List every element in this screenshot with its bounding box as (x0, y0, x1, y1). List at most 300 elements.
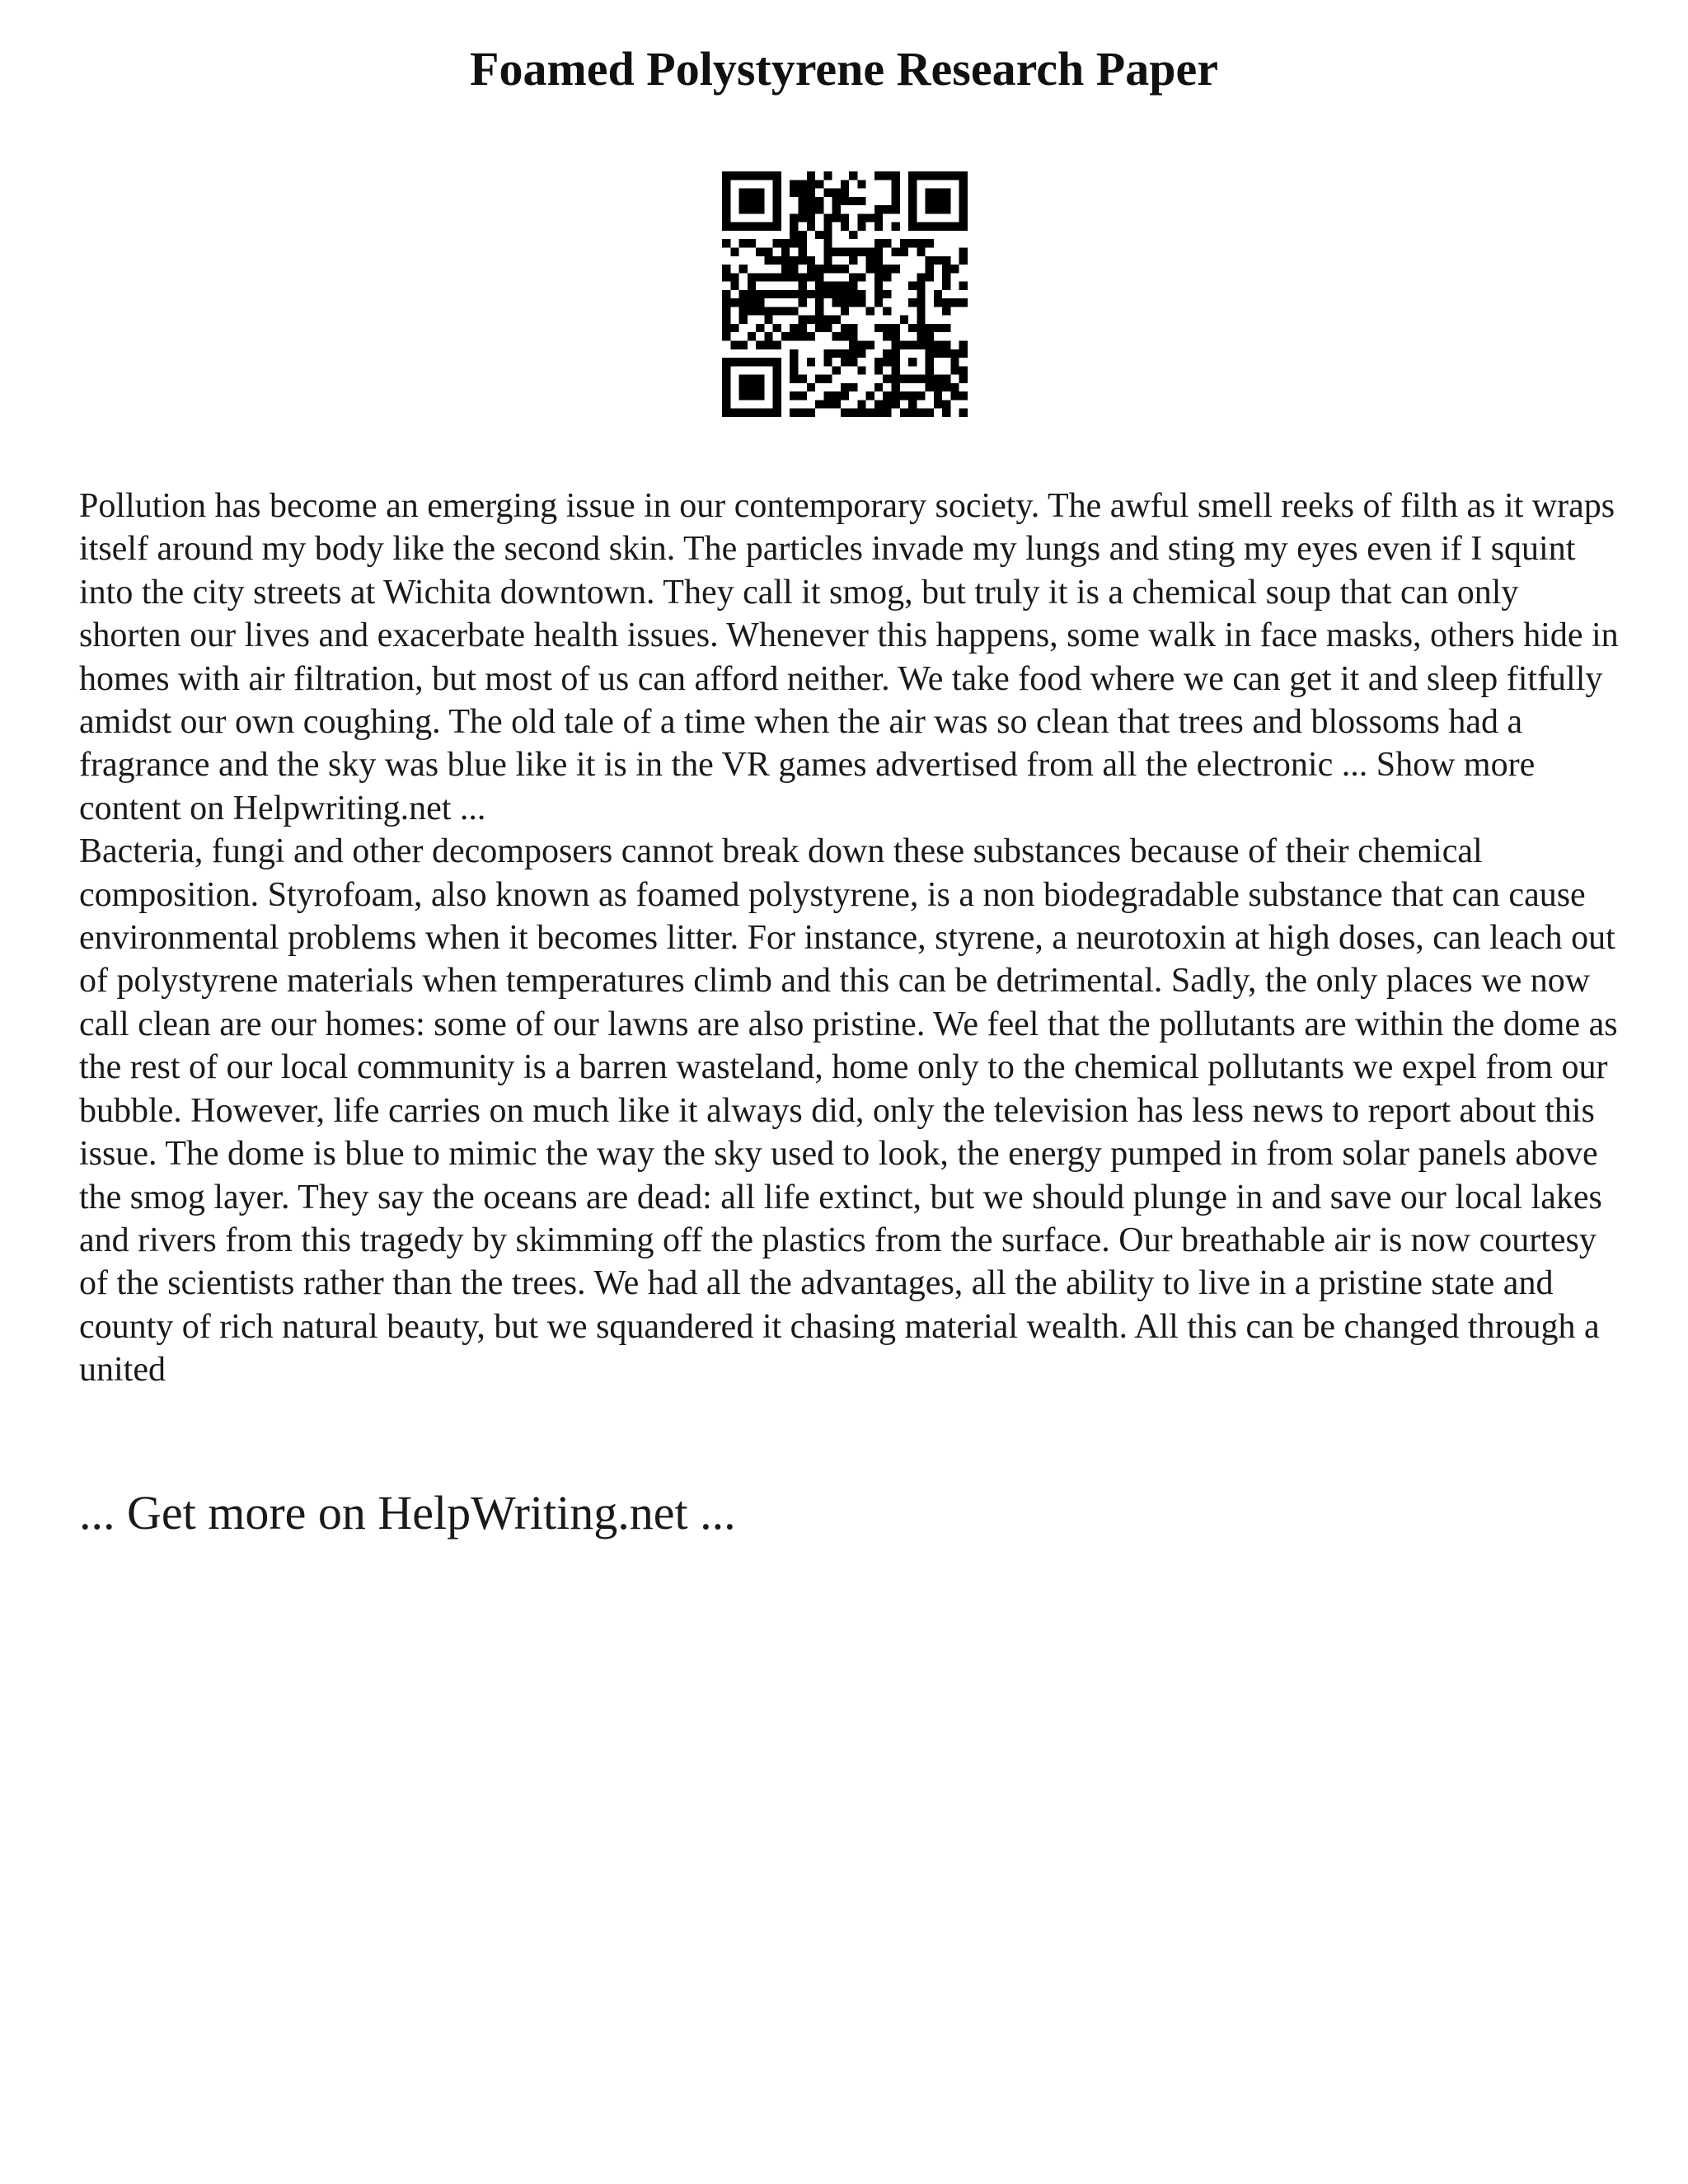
qr-module (823, 256, 832, 265)
qr-module (926, 171, 934, 180)
qr-module (942, 171, 950, 180)
qr-module (926, 341, 934, 349)
qr-module (748, 239, 756, 247)
qr-module (926, 256, 934, 265)
qr-module (908, 298, 917, 307)
qr-module (722, 324, 730, 332)
qr-module (841, 349, 849, 358)
qr-module (883, 324, 891, 332)
qr-module (773, 189, 781, 197)
qr-module (807, 197, 815, 205)
qr-module (790, 358, 798, 366)
qr-module (739, 358, 748, 366)
qr-module (849, 231, 857, 239)
qr-module (900, 409, 908, 417)
qr-module (866, 247, 874, 255)
qr-module (841, 298, 849, 307)
qr-module (790, 349, 798, 358)
qr-module (934, 290, 942, 298)
qr-module (798, 290, 806, 298)
qr-module (798, 316, 806, 324)
qr-module (934, 197, 942, 205)
qr-module (942, 265, 950, 273)
qr-module (773, 256, 781, 265)
qr-module (722, 223, 730, 231)
qr-module (934, 324, 942, 332)
qr-module (866, 265, 874, 273)
qr-module (773, 171, 781, 180)
qr-module (917, 324, 925, 332)
qr-module (942, 205, 950, 213)
qr-module (823, 247, 832, 255)
qr-module (773, 180, 781, 188)
qr-module (798, 375, 806, 383)
qr-module (934, 391, 942, 400)
qr-module (874, 223, 883, 231)
qr-module (942, 383, 950, 391)
qr-module (874, 366, 883, 374)
qr-module (739, 409, 748, 417)
qr-module (900, 341, 908, 349)
qr-module (739, 171, 748, 180)
qr-module (908, 171, 917, 180)
qr-module (722, 400, 730, 408)
qr-module (841, 383, 849, 391)
qr-module (756, 409, 764, 417)
qr-module (807, 213, 815, 222)
qr-module (926, 189, 934, 197)
qr-module (798, 197, 806, 205)
qr-module (883, 205, 891, 213)
qr-module (857, 341, 865, 349)
qr-module (748, 273, 756, 281)
qr-module (942, 273, 950, 281)
qr-module (748, 332, 756, 340)
qr-module (832, 205, 841, 213)
qr-module (926, 239, 934, 247)
qr-module (756, 298, 764, 307)
qr-module (798, 273, 806, 281)
qr-module (739, 205, 748, 213)
qr-module (849, 324, 857, 332)
qr-module (874, 205, 883, 213)
qr-module (773, 341, 781, 349)
qr-module (917, 341, 925, 349)
qr-module (823, 239, 832, 247)
qr-module (950, 366, 959, 374)
qr-module (823, 400, 832, 408)
qr-module (773, 358, 781, 366)
qr-module (798, 391, 806, 400)
qr-module (857, 197, 865, 205)
qr-module (823, 171, 832, 180)
qr-module (756, 197, 764, 205)
qr-module (722, 383, 730, 391)
qr-module (934, 383, 942, 391)
qr-module (790, 213, 798, 222)
qr-module (900, 316, 908, 324)
qr-module (942, 282, 950, 290)
qr-module (892, 400, 900, 408)
qr-module (832, 332, 841, 340)
qr-module (959, 366, 968, 374)
qr-module (908, 189, 917, 197)
qr-module (815, 180, 823, 188)
qr-module (722, 197, 730, 205)
qr-module (917, 375, 925, 383)
qr-module (926, 358, 934, 366)
qr-module (942, 349, 950, 358)
qr-module (900, 391, 908, 400)
qr-module (908, 358, 917, 366)
qr-module (959, 349, 968, 358)
qr-module (950, 391, 959, 400)
qr-module (756, 358, 764, 366)
qr-module (917, 307, 925, 315)
qr-module (798, 332, 806, 340)
qr-module (807, 316, 815, 324)
qr-module (841, 391, 849, 400)
qr-module (722, 358, 730, 366)
qr-module (926, 197, 934, 205)
qr-module (934, 341, 942, 349)
qr-module (739, 375, 748, 383)
qr-module (823, 265, 832, 273)
qr-module (764, 273, 772, 281)
qr-module (790, 366, 798, 374)
qr-module (748, 189, 756, 197)
qr-module (756, 391, 764, 400)
qr-module (959, 197, 968, 205)
qr-module (883, 375, 891, 383)
qr-module (892, 324, 900, 332)
qr-module (874, 298, 883, 307)
qr-module (874, 213, 883, 222)
qr-module (866, 341, 874, 349)
qr-module (857, 366, 865, 374)
qr-module (908, 223, 917, 231)
qr-module (815, 231, 823, 239)
qr-module (892, 247, 900, 255)
qr-module (959, 391, 968, 400)
qr-module (807, 205, 815, 213)
qr-module (807, 180, 815, 188)
qr-module (874, 409, 883, 417)
qr-module (790, 391, 798, 400)
qr-module (934, 223, 942, 231)
qr-module (823, 391, 832, 400)
qr-module (739, 189, 748, 197)
qr-module (926, 383, 934, 391)
qr-module (874, 256, 883, 265)
qr-module (883, 400, 891, 408)
qr-module (722, 316, 730, 324)
qr-module (781, 256, 790, 265)
qr-module (849, 298, 857, 307)
qr-module (748, 307, 756, 315)
qr-module (900, 247, 908, 255)
qr-module (748, 391, 756, 400)
qr-module (773, 239, 781, 247)
qr-module (874, 324, 883, 332)
qr-module (823, 324, 832, 332)
qr-code[interactable] (722, 171, 968, 417)
qr-module (722, 273, 730, 281)
qr-module (959, 341, 968, 349)
qr-module (798, 324, 806, 332)
get-more-link[interactable]: ... Get more on HelpWriting.net ... (79, 1486, 736, 1540)
qr-module (790, 324, 798, 332)
qr-module (722, 189, 730, 197)
qr-module (748, 409, 756, 417)
qr-module (883, 332, 891, 340)
qr-module (942, 298, 950, 307)
qr-module (823, 358, 832, 366)
qr-module (739, 223, 748, 231)
qr-module (959, 247, 968, 255)
qr-module (892, 349, 900, 358)
qr-module (739, 383, 748, 391)
qr-module (798, 205, 806, 213)
qr-module (722, 171, 730, 180)
qr-module (892, 332, 900, 340)
qr-module (756, 223, 764, 231)
qr-module (773, 324, 781, 332)
qr-module (739, 239, 748, 247)
qr-module (832, 189, 841, 197)
qr-module (917, 391, 925, 400)
qr-module (807, 383, 815, 391)
qr-module (866, 391, 874, 400)
qr-module (892, 189, 900, 197)
qr-module (722, 213, 730, 222)
qr-module (722, 265, 730, 273)
qr-module (756, 171, 764, 180)
qr-module (849, 349, 857, 358)
qr-module (722, 332, 730, 340)
qr-module (764, 316, 772, 324)
qr-module (857, 290, 865, 298)
qr-module (807, 273, 815, 281)
qr-module (722, 391, 730, 400)
qr-module (781, 239, 790, 247)
qr-module (857, 223, 865, 231)
qr-module (959, 282, 968, 290)
qr-module (739, 298, 748, 307)
qr-module (883, 358, 891, 366)
qr-module (807, 290, 815, 298)
qr-module (730, 223, 738, 231)
qr-module (832, 197, 841, 205)
qr-module (926, 332, 934, 340)
qr-module (790, 223, 798, 231)
qr-module (917, 282, 925, 290)
qr-module (730, 171, 738, 180)
qr-module (883, 171, 891, 180)
qr-module (908, 324, 917, 332)
qr-module (722, 366, 730, 374)
qr-module (790, 409, 798, 417)
qr-module (764, 332, 772, 340)
qr-module (781, 290, 790, 298)
qr-module (756, 247, 764, 255)
qr-module (950, 265, 959, 273)
qr-module (756, 205, 764, 213)
qr-module (934, 256, 942, 265)
qr-module (934, 298, 942, 307)
qr-module (849, 282, 857, 290)
qr-module (756, 273, 764, 281)
qr-module (730, 358, 738, 366)
qr-module (722, 205, 730, 213)
qr-module (722, 239, 730, 247)
qr-module (790, 265, 798, 273)
qr-module (798, 239, 806, 247)
qr-module (722, 298, 730, 307)
qr-module (790, 273, 798, 281)
qr-module (908, 180, 917, 188)
qr-module (722, 307, 730, 315)
qr-module (748, 375, 756, 383)
qr-module (908, 239, 917, 247)
qr-module (866, 213, 874, 222)
qr-module (926, 349, 934, 358)
qr-module (934, 349, 942, 358)
qr-module (892, 375, 900, 383)
qr-module (942, 400, 950, 408)
qr-module (892, 223, 900, 231)
article-body (79, 485, 1622, 1392)
qr-module (857, 213, 865, 222)
qr-module (722, 290, 730, 298)
qr-module (926, 205, 934, 213)
qr-module (807, 256, 815, 265)
qr-module (832, 265, 841, 273)
qr-module (790, 189, 798, 197)
qr-module (908, 400, 917, 408)
qr-module (756, 341, 764, 349)
qr-module (764, 341, 772, 349)
qr-module (841, 307, 849, 315)
qr-module (841, 409, 849, 417)
qr-module (798, 213, 806, 222)
qr-module (841, 290, 849, 298)
qr-module (823, 231, 832, 239)
qr-module (832, 298, 841, 307)
qr-module (823, 213, 832, 222)
qr-module (841, 324, 849, 332)
qr-module (815, 307, 823, 315)
qr-module (849, 358, 857, 366)
qr-module (823, 349, 832, 358)
qr-module (773, 375, 781, 383)
qr-module (892, 391, 900, 400)
qr-module (959, 223, 968, 231)
qr-module (798, 180, 806, 188)
qr-module (764, 290, 772, 298)
qr-module (900, 375, 908, 383)
qr-module (756, 324, 764, 332)
qr-module (917, 247, 925, 255)
qr-module (892, 180, 900, 188)
qr-module (756, 189, 764, 197)
qr-module (739, 391, 748, 400)
qr-module (934, 400, 942, 408)
qr-module (959, 180, 968, 188)
qr-module (773, 197, 781, 205)
qr-module (866, 307, 874, 315)
qr-module (917, 223, 925, 231)
qr-module (908, 375, 917, 383)
qr-module (764, 256, 772, 265)
qr-module (959, 256, 968, 265)
qr-module (815, 290, 823, 298)
paragraph: Pollution has become an emerging issue in our contemporary society. The awful smell reeks of filth as it wraps itself around my body like the second skin. The particles invade my lungs and sting my eyes even if I squint into the city streets at Wichita downtown. They call it smog, but truly it is a chemical soup that can only shorten our lives and exacerbate health issues. Whenever this happens, some walk in face masks, others hide in homes with air filtration, but most of us can afford neither. We take food where we can get it and sleep fitfully amidst our own coughing. The old tale of a time when the air was so clean that trees and blossoms had a fragrance and the sky was blue like it is in the VR games advertised from all the electronic ... Show more content on Helpwriting.net ... (79, 487, 1619, 827)
qr-module (823, 189, 832, 197)
qr-module (849, 247, 857, 255)
qr-module (730, 324, 738, 332)
qr-module (798, 247, 806, 255)
qr-module (892, 171, 900, 180)
qr-module (892, 265, 900, 273)
qr-module (959, 298, 968, 307)
qr-module (950, 358, 959, 366)
qr-module (807, 223, 815, 231)
qr-module (950, 298, 959, 307)
qr-module (756, 383, 764, 391)
qr-module (764, 223, 772, 231)
qr-module (832, 366, 841, 374)
qr-module (739, 307, 748, 315)
qr-module (773, 383, 781, 391)
qr-module (748, 223, 756, 231)
qr-module (823, 223, 832, 231)
qr-module (857, 273, 865, 281)
paragraph: Bacteria, fungi and other decomposers cannot break down these substances because of their chemical composition. Styrofoam, also known as foamed polystyrene, is a non biodegradable substance that can cause environmental problems when it becomes litter. For instance, styrene, a neurotoxin at high doses, can leach out of polystyrene materials when temperatures climb and this can be detrimental. Sadly, the only places we now call clean are our homes: some of our lawns are also pristine. We feel that the pollutants are within the dome as the rest of our local community is a barren wasteland, home only to the chemical pollutants we expel from our bubble. However, life carries on much like it always did, only the television has less news to report about this issue. The dome is blue to mimic the way the sky used to look, the energy pumped in from solar panels above the smog layer. They say the oceans are dead: all life extinct, but we should plunge in and save our local lakes and rivers from this tragedy by skimming off the plastics from the surface. Our breathable air is now courtesy of the scientists rather than the trees. We had all the advantages, all the ability to live in a pristine state and county of rich natural beauty, but we squandered it chasing material wealth. All this can be changed through a united (79, 832, 1618, 1390)
qr-module (942, 307, 950, 315)
qr-module (900, 239, 908, 247)
qr-module (883, 265, 891, 273)
qr-module (892, 383, 900, 391)
qr-module (841, 180, 849, 188)
qr-module (917, 239, 925, 247)
qr-module (959, 213, 968, 222)
qr-module (773, 400, 781, 408)
qr-module (950, 383, 959, 391)
qr-module (815, 316, 823, 324)
qr-module (815, 273, 823, 281)
qr-module (773, 273, 781, 281)
qr-module (883, 349, 891, 358)
qr-module (748, 290, 756, 298)
qr-module (849, 332, 857, 340)
qr-module (823, 316, 832, 324)
qr-module (722, 180, 730, 188)
qr-module (908, 197, 917, 205)
qr-module (841, 189, 849, 197)
qr-module (892, 205, 900, 213)
qr-module (959, 205, 968, 213)
qr-module (959, 189, 968, 197)
qr-module (866, 256, 874, 265)
qr-module (748, 358, 756, 366)
qr-module (798, 231, 806, 239)
qr-module (790, 180, 798, 188)
qr-module (756, 307, 764, 315)
qr-module (926, 273, 934, 281)
qr-module (892, 341, 900, 349)
qr-module (857, 180, 865, 188)
